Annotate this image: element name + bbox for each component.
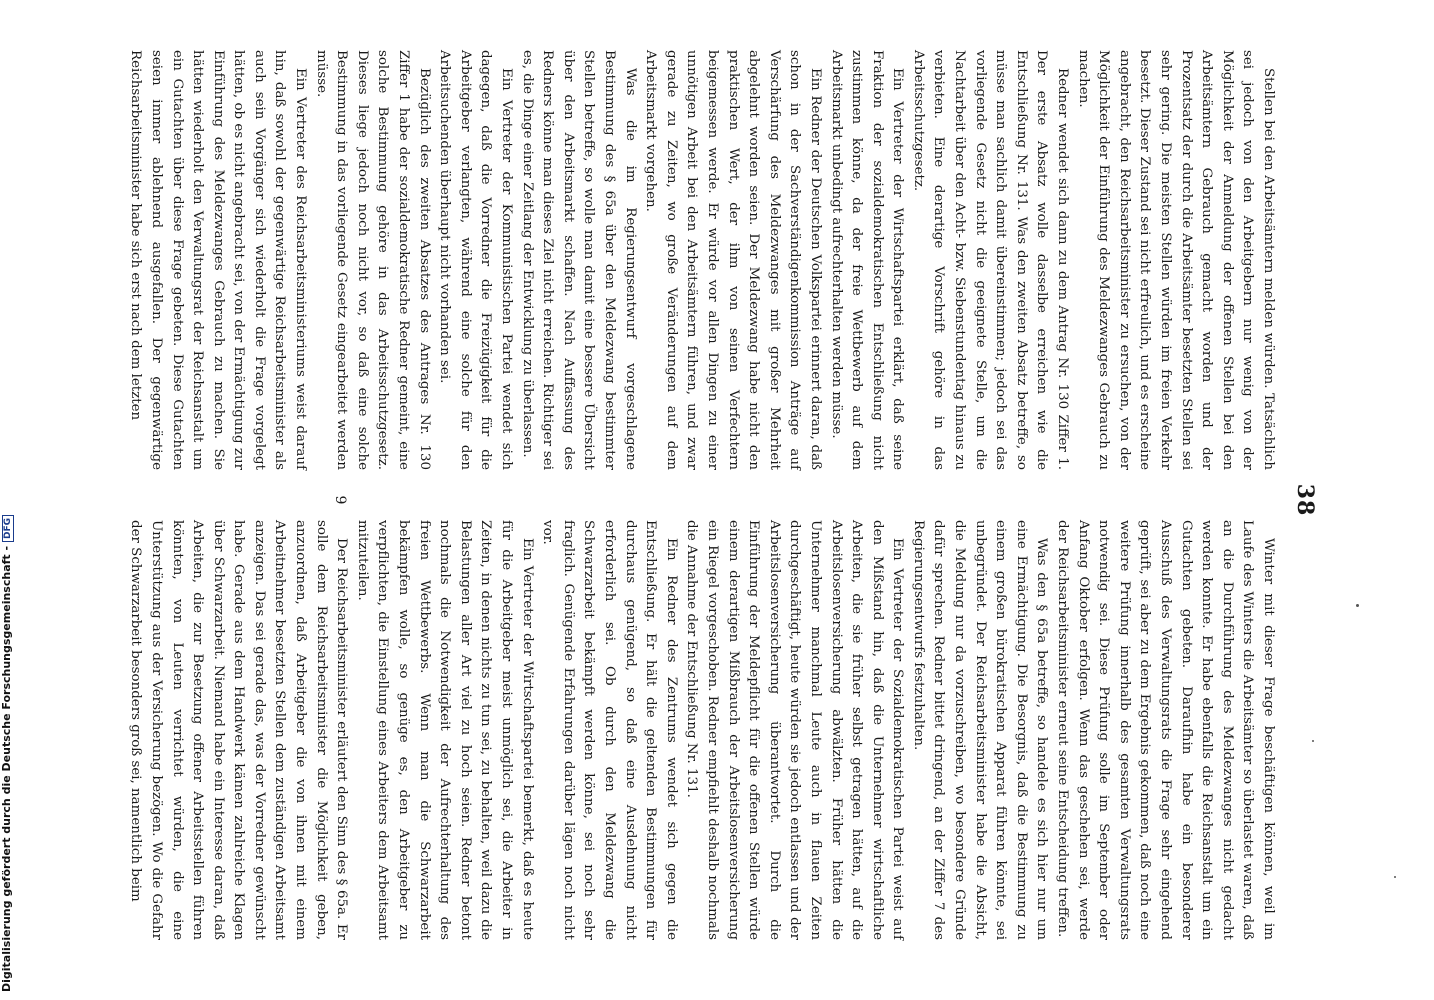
scan-speck — [1312, 740, 1314, 742]
paragraph: Ein Vertreter der Kommunistischen Partei wendet sich dagegen, daß die Vorredner die Freizügigkeit für die Arbeitgeber verlangten, während eine solche für den Arbeitsuchenden überhaupt nicht vorhanden sei. — [437, 50, 515, 470]
sheet-signature: 9 — [332, 495, 348, 505]
text-column-left — [125, 50, 1278, 470]
paragraph: Was die im Regierungsentwurf vorgeschlagene Bestimmung des § 65a über den Meldezwang bestimmter Stellen betreffe, so wolle man damit eine bessere Übersicht über den Arbeitsmarkt schaffen. Nach Auffassung des Redners könne man dieses Ziel nicht erreichen. Richtiger sei es, die Dinge einer Zeitlang der Entwicklung zu überlassen. — [519, 50, 638, 470]
scan-speck — [1394, 876, 1396, 878]
digitization-credit — [0, 0, 18, 1000]
page-number: 38 — [1292, 483, 1318, 517]
paragraph: Ein Vertreter der Wirtschaftspartei bemerkt, daß es heute für die Arbeitgeber meist unmöglich sei, die Arbeiter in Zeiten, in denen nichts zu tun sei, zu behalten, weil dazu die Belastungen aller Art viel zu hoch seien. Redner betont nochmals die Notwendigkeit der Aufrechterhaltung des freien Wettbewerbs. Wenn man die Schwarzarbeit bekämpfen wolle, so genüge es, den Arbeitgeber zu verpflichten, die Einstellung eines Arbeiters dem Arbeitsamt mitzuteilen. — [354, 520, 535, 940]
paragraph: Was den § 65a betreffe, so handele es sich hier nur um eine Ermächtigung. Die Besorgnis, daß die Bestimmung zu einem großen bürokratischen Apparat führen könnte, sei unbegründet. Der Reichsarbeitsminister habe die Absicht, die Meldung nur da vorzuschreiben, wo besondere Gründe dafür sprechen. Redner bittet dringend, an der Ziffer 7 des Regierungsentwurfs festzuhalten. — [910, 520, 1050, 940]
credit-text: Digitalisierung gefördert durch die Deutsche Forschungsgemeinschaft - — [0, 545, 13, 992]
paragraph: Winter mit dieser Frage beschäftigen können, weil im Laufe des Winters die Arbeitsämter so überlastet waren, daß an die Durchführung des Meldezwanges nicht gedacht werden konnte. Er habe ebenfalls die Reichsanstalt um ein Gutachten gebeten. Daraufhin habe ein besonderer Ausschuß des Verwaltungsrats die Frage sehr eingehend geprüft, sei aber zu dem Ergebnis gekommen, daß noch eine weitere Prüfung innerhalb des gesamten Verwaltungsrats notwendig sei. Diese Prüfung solle im September oder Anfang Oktober erfolgen. Wenn das geschehen sei, werde der Reichsarbeitsminister erneut seine Entscheidung treffen. — [1055, 520, 1276, 940]
paragraph: Ein Vertreter des Reichsarbeitsministeriums weist darauf hin, daß sowohl der gegenwärtige Reichsarbeitsminister als auch sein Vorgänger sich wiederholt die Frage vorgelegt hätten, ob es nicht angebracht sei, von der Ermächtigung zur Einführung des Meldezwanges Gebrauch zu machen. Sie hätten wiederholt den Verwaltungsrat der Reichsanstalt um ein Gutachten über diese Frage gebeten. Diese Gutachten seien immer ablehnend ausgefallen. Der gegenwärtige Reichsarbeitsminister habe sich erst nach dem letzten — [128, 50, 309, 470]
paragraph: Stellen bei den Arbeitsämtern melden würden. Tatsächlich sei jedoch von den Arbeitgebern nur wenig von der Möglichkeit der Anmeldung der offenen Stellen bei den Arbeitsämtern Gebrauch gemacht worden und der Prozentsatz der durch die Arbeitsämter besetzten Stellen sei sehr gering. Die meisten Stellen würden im freien Verkehr besetzt. Dieser Zustand sei nicht erfreulich, und es erscheine angebracht, den Reichsarbeitsminister zu ersuchen, von der Möglichkeit der Einführung des Meldezwanges Gebrauch zu machen. — [1075, 50, 1276, 470]
scan-speck — [1356, 604, 1359, 607]
dfg-logo-icon: DFG — [2, 515, 14, 542]
paragraph: Der Reichsarbeitsminister erläutert den Sinn des § 65a. Er solle dem Reichsarbeitsminister die Möglichkeit geben, anzuordnen, daß Arbeitgeber die von ihnen mit einem Arbeitnehmer besetzten Stellen dem zuständigen Arbeitsamt anzeigen. Das sei gerade das, was der Vorredner gewünscht habe. Gerade aus dem Handwerk kämen zahlreiche Klagen über Schwarzarbeit. Niemand habe ein Interesse daran, daß Arbeiten, die zur Besetzung offener Arbeitsstellen führen könnten, von Leuten verrichtet würden, die eine Unterstützung aus der Versicherung bezögen. Wo die Gefahr der Schwarzarbeit besonders groß sei, namentlich beim — [128, 520, 350, 940]
paragraph: Bezüglich des zweiten Absatzes des Antrages Nr. 130 Ziffer 1 habe der sozialdemokratische Redner gemeint, eine solche Bestimmung gehöre in das Arbeitsschutzgesetz. Dieses liege jedoch noch nicht vor, so daß eine solche Bestimmung in das vorliegende Gesetz eingearbeitet werden müsse. — [313, 50, 432, 470]
paragraph: Redner wendet sich dann zu dem Antrag Nr. 130 Ziffer 1. Der erste Absatz wolle dasselbe erreichen wie die Entschließung Nr. 131. Was den zweiten Absatz betreffe, so müsse man sachlich damit übereinstimmen; jedoch sei das vorliegende Gesetz nicht die geeignete Stelle, um die Nachtarbeit über den Acht- bzw. Siebenstundentag hinaus zu verbieten. Eine derartige Vorschrift gehöre in das Arbeitsschutzgesetz. — [910, 50, 1071, 470]
text-column-right — [125, 520, 1278, 940]
paragraph: Ein Vertreter der Sozialdemokratischen Partei weist auf den Mißstand hin, daß die Unternehmer wirtschaftliche Arbeiten, die sie früher selbst getragen hätten, auf die Arbeitslosenversicherung abwälzten. Früher hätten die Unternehmer manchmal Leute auch in flauen Zeiten durchgeschäftigt, heute würden sie jedoch entlassen und der Arbeitslosenversicherung überantwortet. Durch die Einführung der Meldepflicht für die offenen Stellen würde einem derartigen Mißbrauch der Arbeitslosenversicherung ein Riegel vorgeschoben. Redner empfiehlt deshalb nochmals die Annahme der Entschließung Nr. 131. — [684, 520, 906, 940]
paragraph: Ein Redner der Deutschen Volkspartei erinnert daran, daß schon in der Sachverständigenkommission Anträge auf Verschärfung des Meldezwanges mit großer Mehrheit abgelehnt worden seien. Der Meldezwang habe nicht den praktischen Wert, der ihm von seinen Verfechtern beigemessen werde. Er würde vor allen Dingen zu einer unnötigen Arbeit bei den Arbeitsämtern führen, und zwar gerade zu Zeiten, wo große Veränderungen auf dem Arbeitsmarkt vorgehen. — [643, 50, 823, 470]
paragraph: Ein Redner des Zentrums wendet sich gegen die Entschließung. Er hält die geltenden Bestimmungen für durchaus genügend, so daß eine Ausdehnung nicht erforderlich sei. Ob durch den Meldezwang die Schwarzarbeit bekämpft werden könne, sei noch sehr fraglich. Genügende Erfahrungen darüber lägen noch nicht vor. — [540, 520, 679, 940]
paragraph: Ein Vertreter der Wirtschaftspartei erklärt, daß seine Fraktion der sozialdemokratischen Entschließung nicht zustimmen könne, da der freie Wettbewerb auf dem Arbeitsmarkt unbedingt aufrechterhalten werden müsse. — [828, 50, 906, 470]
rotated-page — [108, 50, 1318, 950]
